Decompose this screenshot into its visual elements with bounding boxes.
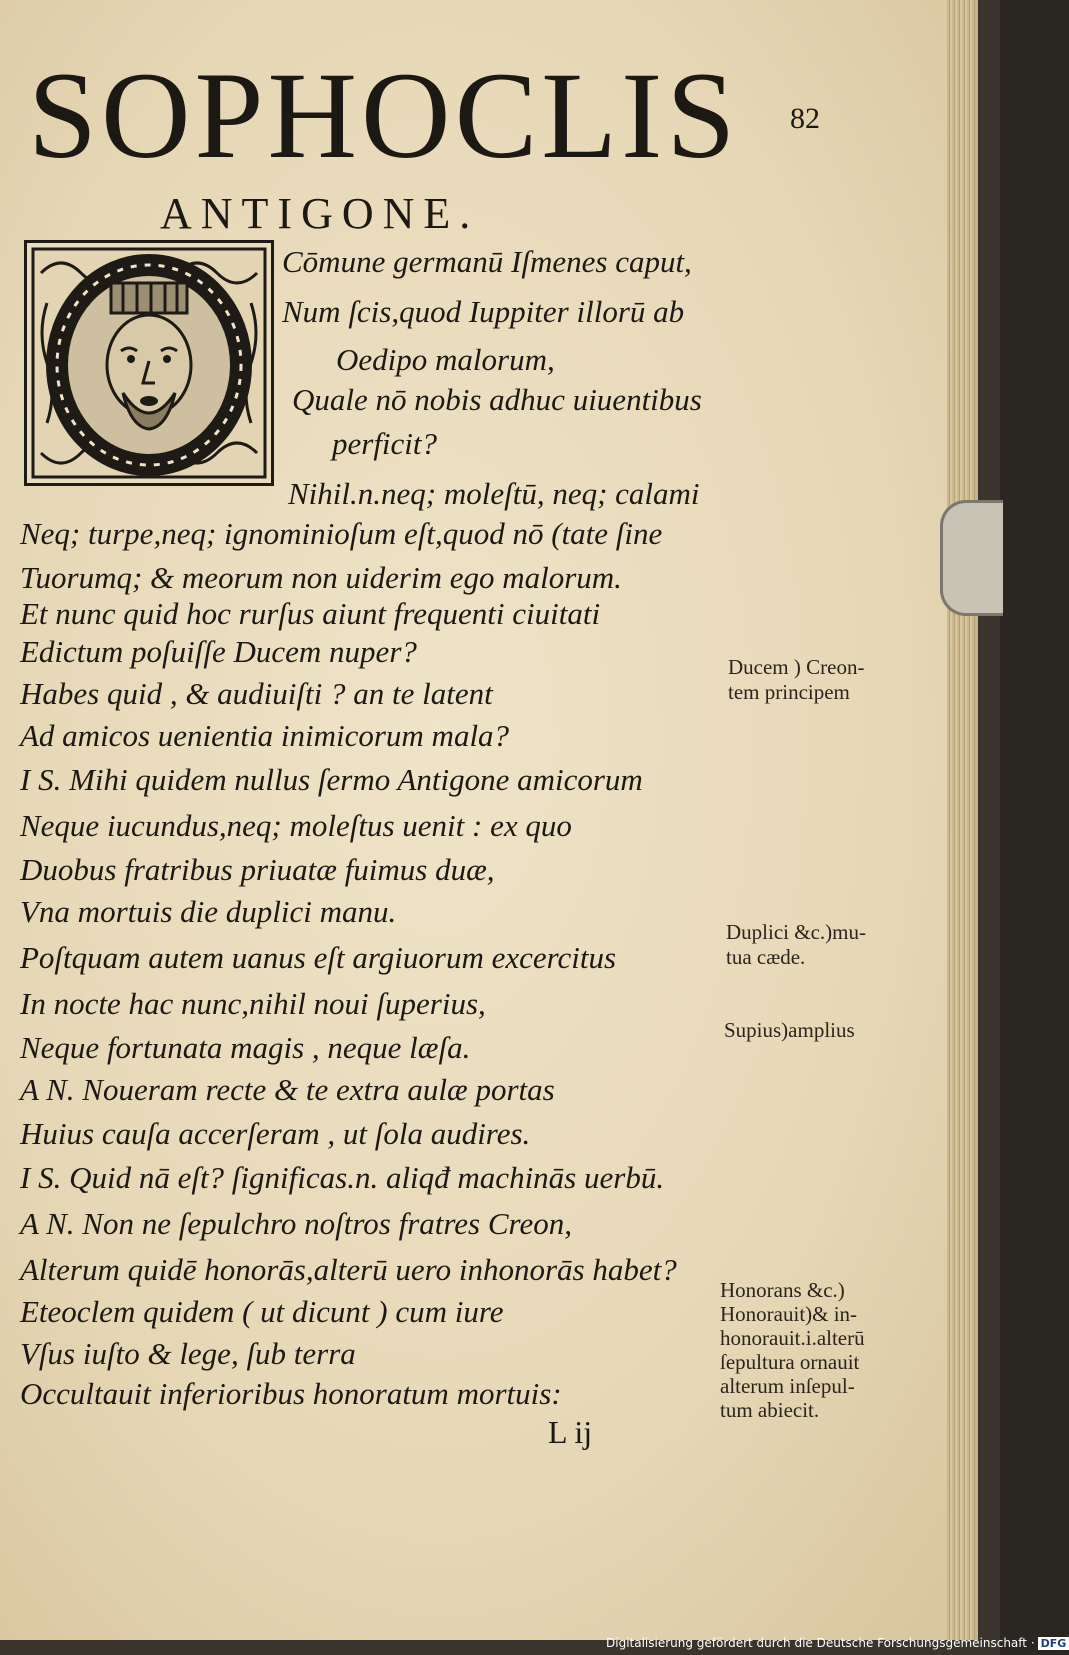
marginal-note-line: Supius)amplius [724,1018,855,1042]
binding-clip-icon [940,500,1003,616]
text-line: Et nunc quid hoc rurſus aiunt frequenti ciuitati [20,596,601,631]
page-edge [947,0,975,1640]
text-line: Ad amicos uenientia inimicorum mala? [20,718,510,753]
page-title: SOPHOCLIS [28,47,740,184]
text-line: perficit? [332,426,438,461]
marginal-note-line: Honorauit)& in- [720,1302,858,1326]
text-line: Neque fortunata magis , neque læſa. [20,1030,471,1065]
text-line: A N. Noueram recte & te extra aulæ portas [20,1072,555,1107]
text-line: Num ſcis,quod Iuppiter illorū ab [282,294,685,329]
text-line: Habes quid , & audiuiſti ? an te latent [20,676,493,711]
marginal-note-line: Ducem ) Creon- [728,655,865,679]
page-subtitle: ANTIGONE. [160,189,480,238]
marginal-note-line: Duplici &c.)mu- [726,920,866,944]
text-line: In nocte hac nunc,nihil noui ſuperius, [20,986,486,1021]
text-line: Tuorumq; & meorum non uiderim ego malorum. [20,560,622,595]
text-line: Vſus iuſto & lege, ſub terra [20,1336,356,1371]
marginal-note-line: Honorans &c.) [720,1278,845,1302]
text-line: I S. Quid nā eſt? ſignificas.n. aliqđ machinās uerbū. [20,1160,665,1195]
decorated-initial-o-illustration [24,240,274,486]
text-line: Occultauit inferioribus honoratum mortuis: [20,1376,562,1411]
credit-text: Digitalisierung gefördert durch die Deutsche Forschungsgemeinschaft · [606,1636,1035,1650]
text-line: Eteoclem quidem ( ut dicunt ) cum iure [20,1294,504,1329]
marginal-note-line: tum abiecit. [720,1398,820,1422]
digitization-credit [606,1636,1069,1650]
text-line: Poſtquam autem uanus eſt argiuorum excercitus [20,940,617,975]
text-line: Edictum poſuiſſe Ducem nuper? [20,634,417,669]
marginal-note-line: alterum inſepul- [720,1374,855,1398]
marginal-note-line: tem principem [728,680,850,704]
text-line: Vna mortuis die duplici manu. [20,894,397,929]
text-line: Nihil.n.neq; moleſtū, neq; calami [288,476,700,511]
signature-mark: L ij [548,1414,593,1450]
text-line: Cōmune germanū Iſmenes caput, [282,244,692,279]
text-line: Duobus fratribus priuatæ fuimus duæ, [20,852,495,887]
text-line: Quale nō nobis adhuc uiuentibus [292,382,702,417]
page-number: 82 [790,102,820,135]
text-line: I S. Mihi quidem nullus ſermo Antigone amicorum [20,762,643,797]
woodcut-initial-icon [27,243,271,483]
text-line: Neq; turpe,neq; ignominioſum eſt,quod nō (tate ſine [20,516,663,551]
text-line: A N. Non ne ſepulchro noſtros fratres Creon, [20,1206,572,1241]
text-line: Alterum quidē honorās,alterū uero inhonorās habet? [20,1252,677,1287]
marginal-note-line: ſepultura ornauit [720,1350,860,1374]
marginal-note-line: honorauit.i.alterū [720,1326,865,1350]
marginal-note-line: tua cæde. [726,945,806,969]
dfg-logo: DFG [1038,1637,1069,1650]
text-line: Huius cauſa accerſeram , ut ſola audires. [20,1116,531,1151]
text-line: Oedipo malorum, [336,342,555,377]
text-line: Neque iucundus,neq; moleſtus uenit : ex quo [20,808,572,843]
